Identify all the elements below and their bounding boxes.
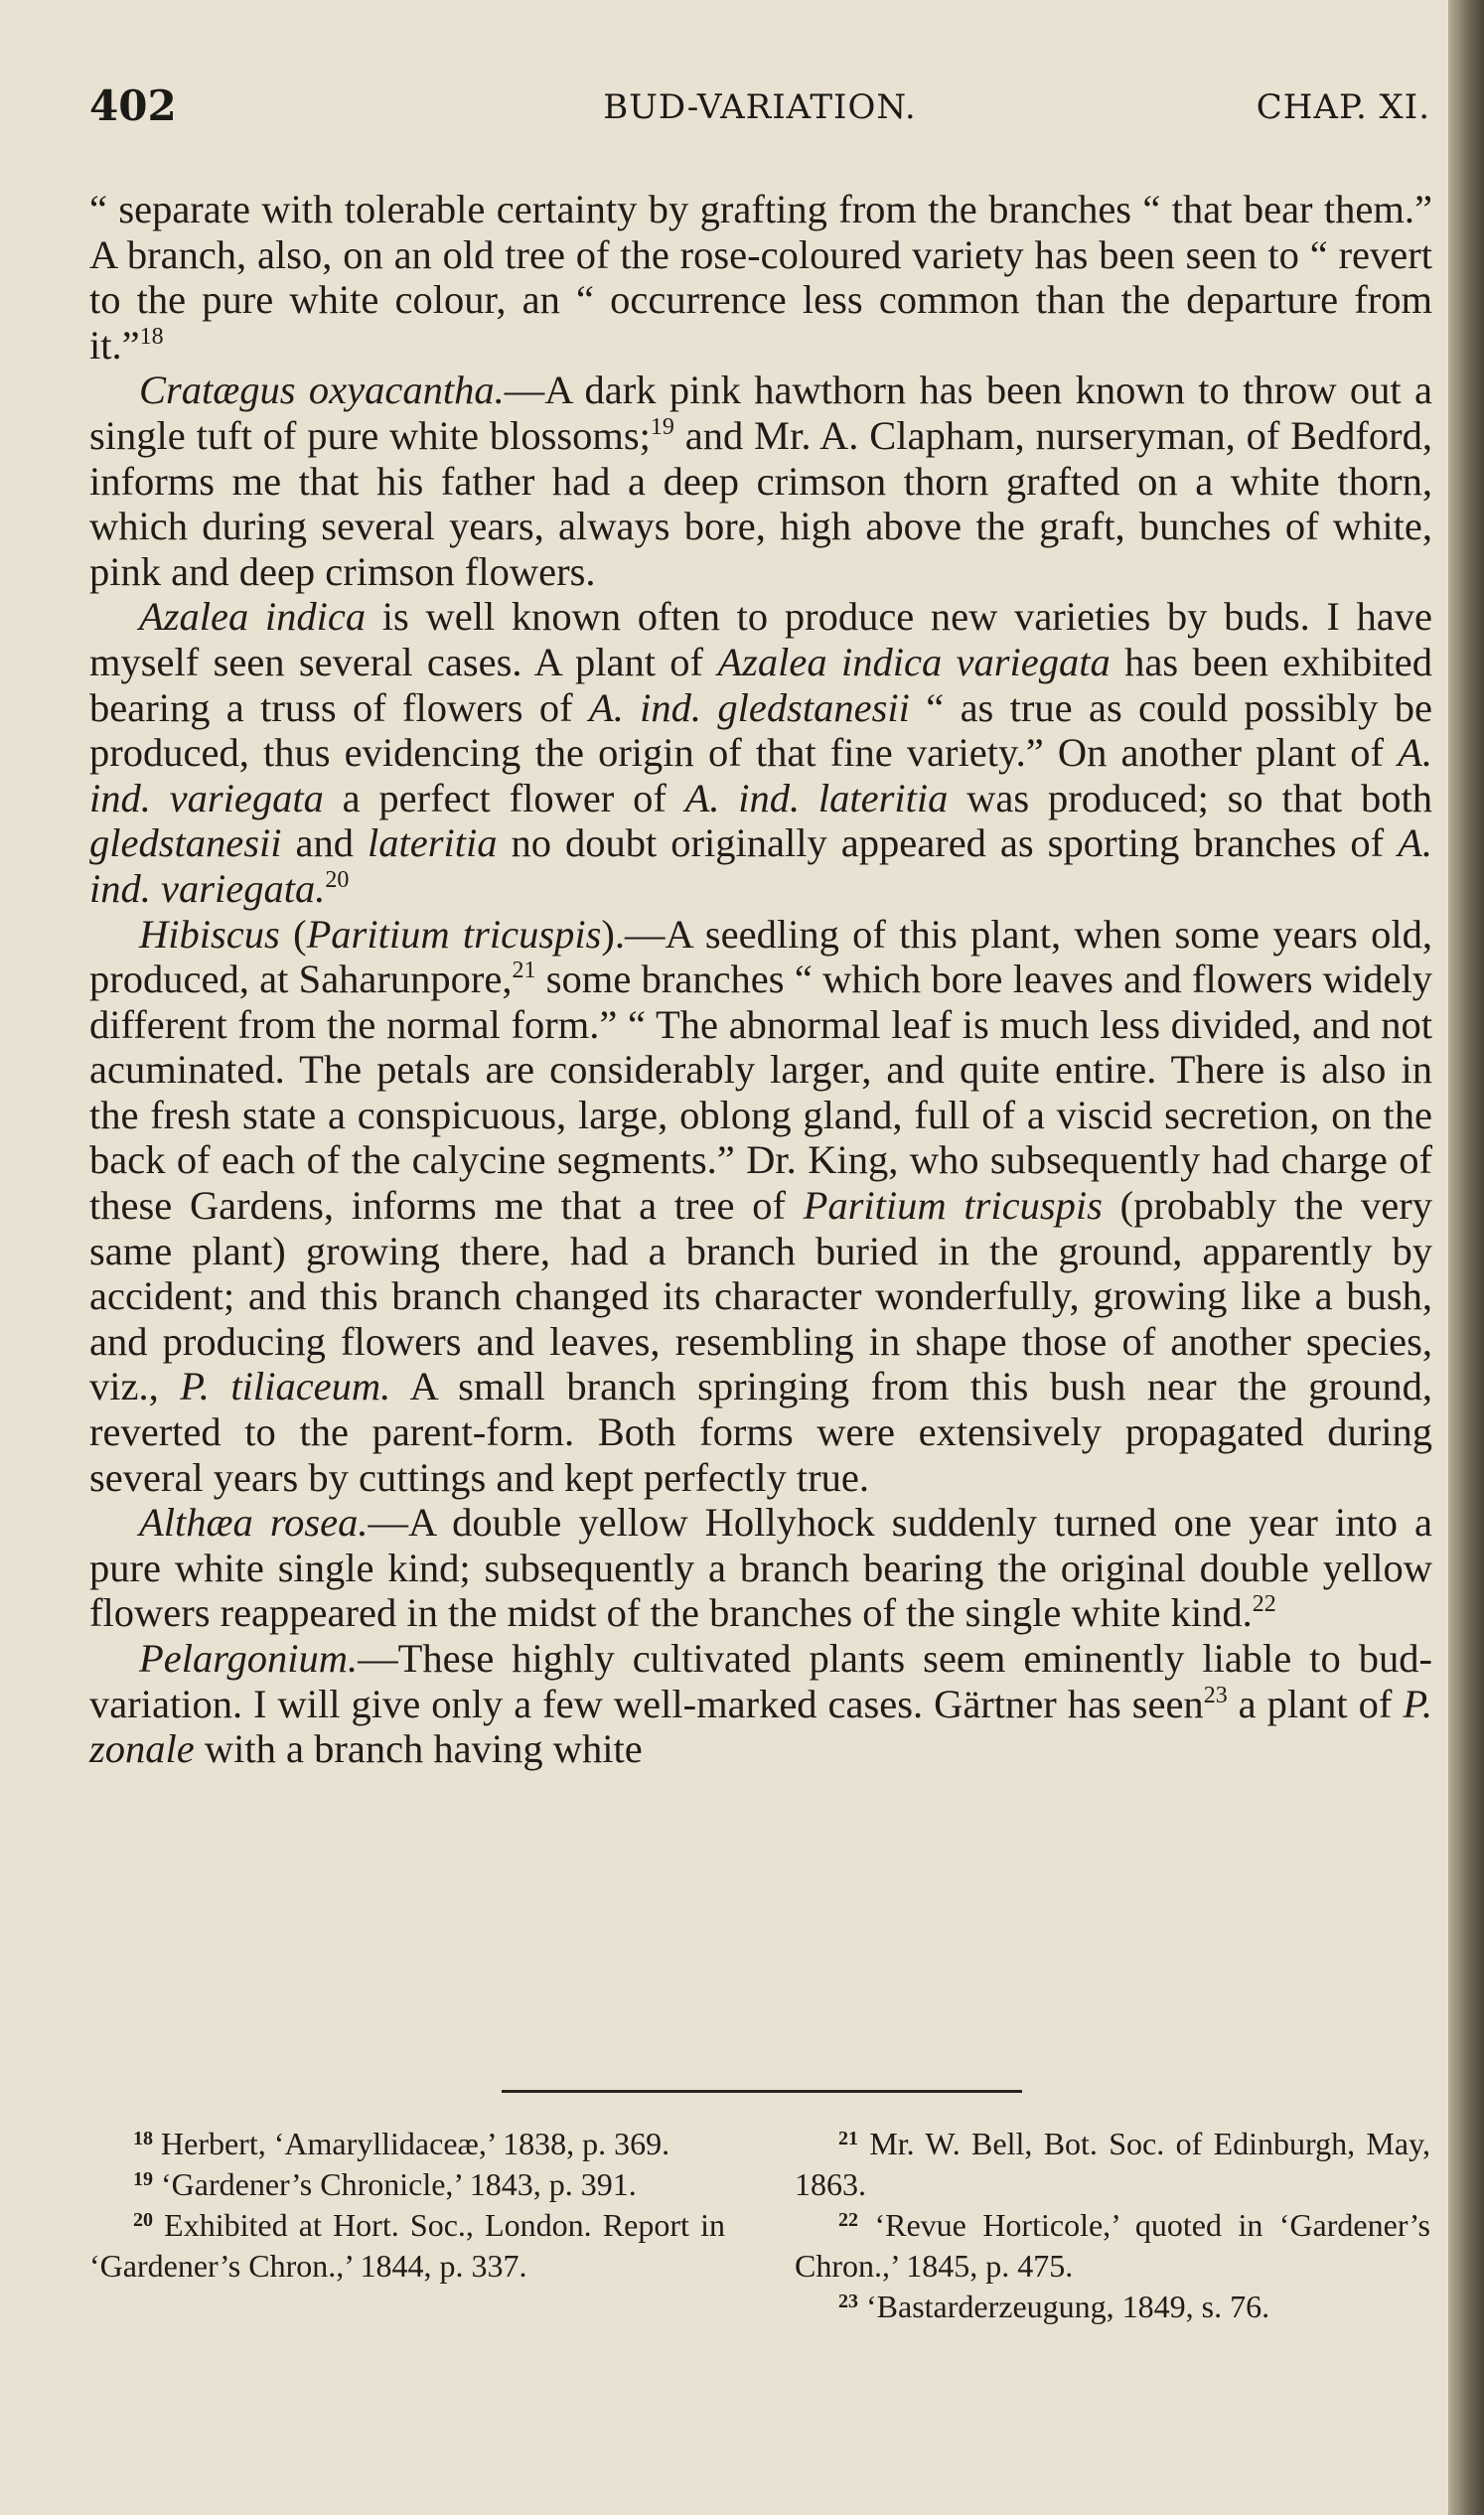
paragraph-crataegus: [89, 368, 1432, 594]
text-run: —These highly cultivated plants seem eminently liable to bud-variation. I will give only a few well-marked cases. Gärtner has seen: [89, 1636, 1432, 1726]
italic-name: A. ind. variegata.: [89, 820, 1433, 911]
text-run: “ separate with tolerable certainty by grafting from the branches “ that bear them.” A branch, also, on an old tree of the rose-coloured variety has been seen to “ revert to the pure white colour, an “ occurrence less common than the departure from it.”: [89, 187, 1432, 368]
italic-name: lateritia: [368, 820, 498, 866]
italic-name: P. tiliaceum.: [180, 1364, 391, 1409]
footnote-23: [795, 2287, 1430, 2327]
footnote-text: Exhibited at Hort. Soc., London. Report in ‘Gardener’s Chron.,’ 1844, p. 337.: [89, 2207, 725, 2284]
footnote-number: 20: [133, 2209, 153, 2231]
footnote-text: ‘Revue Horticole,’ quoted in ‘Gardener’s Chron.,’ 1845, p. 475.: [795, 2207, 1430, 2284]
text-run: (: [279, 911, 307, 957]
text-run: some branches “ which bore leaves and flowers widely different from the normal form.” “ The abnormal leaf is much less divided, and not acuminated. The petals are considerably larger, and quite entire. There is also in the fresh state a conspicuous, large, oblong gland, full of a viscid secretion, on the back of each of the calycine segments.” Dr. King, who subsequently had charge of these Gardens, informs me that a tree of: [89, 957, 1433, 1229]
footnote-text: Herbert, ‘Amaryllidaceæ,’ 1838, p. 369.: [153, 2126, 670, 2161]
footnote-18: [89, 2124, 725, 2164]
text-run: no doubt originally appeared as sporting branches of: [497, 820, 1399, 866]
running-title: BUD-VARIATION.: [603, 87, 917, 127]
text-run: with a branch having white: [194, 1726, 643, 1772]
footnote-ref: 23: [1203, 1682, 1228, 1708]
paragraph-continued: [89, 187, 1432, 368]
footnote-ref: 18: [139, 323, 164, 350]
footnotes-right-column: [795, 2124, 1430, 2327]
text-run: (probably the very same plant) growing there, had a branch buried in the ground, apparently by accident; and this branch changed its character wonderfully, growing like a bush, and producing flowers and leaves, resembling in shape those of another species, viz.,: [89, 1183, 1432, 1409]
footnote-number: 19: [133, 2168, 153, 2190]
species-name: Hibiscus: [139, 911, 280, 957]
text-run: a plant of: [1227, 1681, 1404, 1726]
footnote-text: Mr. W. Bell, Bot. Soc. of Edinburgh, May, 1863.: [795, 2126, 1430, 2202]
page-number: 402: [89, 81, 177, 130]
footnote-divider: [502, 2090, 1022, 2093]
text-run: was produced; so that both: [948, 775, 1432, 820]
footnote-20: [89, 2205, 725, 2287]
italic-name: Azalea indica variegata: [717, 639, 1111, 684]
species-name: Azalea indica: [139, 594, 367, 640]
text-run: “ as true as could possibly be produced, thus evidencing the origin of that fine variety.” On another plant of: [89, 684, 1432, 776]
footnote-22: [795, 2205, 1430, 2287]
footnote-ref: 22: [1252, 1591, 1276, 1618]
footnote-number: 18: [133, 2128, 153, 2149]
footnote-ref: 21: [512, 958, 536, 984]
text-run: and Mr. A. Clapham, nurseryman, of Bedford, informs me that his father had a deep crimson thorn grafted on a white thorn, which during several years, always bore, high above the graft, bunches of white, pink and deep crimson flowers.: [89, 412, 1433, 594]
paragraph-hibiscus: [89, 912, 1432, 1501]
page-edge-shadow: [1448, 0, 1484, 2515]
page-header: [89, 81, 1430, 141]
footnote-text: ‘Bastarderzeugung, 1849, s. 76.: [858, 2289, 1270, 2324]
italic-name: Paritium tricuspis: [803, 1183, 1103, 1229]
species-name: Althæa rosea.: [139, 1500, 369, 1546]
species-name: Cratægus oxyacantha.: [139, 368, 505, 413]
text-run: a perfect flower of: [323, 775, 685, 820]
text-run: has been exhibited bearing a truss of flowers of: [89, 639, 1432, 730]
footnote-ref: 19: [650, 413, 674, 440]
italic-name: A. ind. gledstanesii: [588, 684, 910, 730]
footnote-number: 23: [838, 2291, 858, 2312]
text-run: A small branch springing from this bush near the ground, reverted to the parent-form. Both forms were extensively propagated during several years by cuttings and kept perfectly true.: [89, 1364, 1432, 1500]
italic-name: gledstanesii: [89, 820, 282, 866]
footnotes-left-column: [89, 2124, 725, 2287]
text-run: —A double yellow Hollyhock suddenly turned one year into a pure white single kind; subsequently a branch bearing the original double yellow flowers reappeared in the midst of the branches of the single white kind.: [89, 1500, 1432, 1636]
text-run: ).—A seedling of this plant, when some years old, produced, at Saharunpore,: [89, 911, 1432, 1002]
body-text: [89, 187, 1432, 1772]
footnote-text: ‘Gardener’s Chronicle,’ 1843, p. 391.: [153, 2166, 637, 2202]
chapter-label: CHAP. XI.: [1256, 87, 1430, 127]
italic-name: A. ind. lateritia: [684, 775, 949, 820]
text-run: and: [281, 820, 368, 866]
footnote-21: [795, 2124, 1430, 2205]
footnote-number: 22: [838, 2209, 858, 2231]
species-name: Pelargonium.: [139, 1636, 359, 1681]
footnote-19: [89, 2164, 725, 2205]
italic-name: P. zonale: [89, 1681, 1432, 1772]
footnote-number: 21: [838, 2128, 858, 2149]
paragraph-pelargonium: [89, 1636, 1432, 1772]
paragraph-althaea: [89, 1500, 1432, 1636]
footnote-ref: 20: [325, 866, 350, 893]
paragraph-azalea: [89, 594, 1432, 911]
text-run: is well known often to produce new varieties by buds. I have myself seen several cases. A plant of: [89, 594, 1432, 684]
text-run: —A dark pink hawthorn has been known to throw out a single tuft of pure white blossoms;: [89, 368, 1432, 458]
italic-name: Paritium tricuspis: [306, 911, 602, 957]
italic-name: A. ind. variegata: [89, 730, 1432, 820]
